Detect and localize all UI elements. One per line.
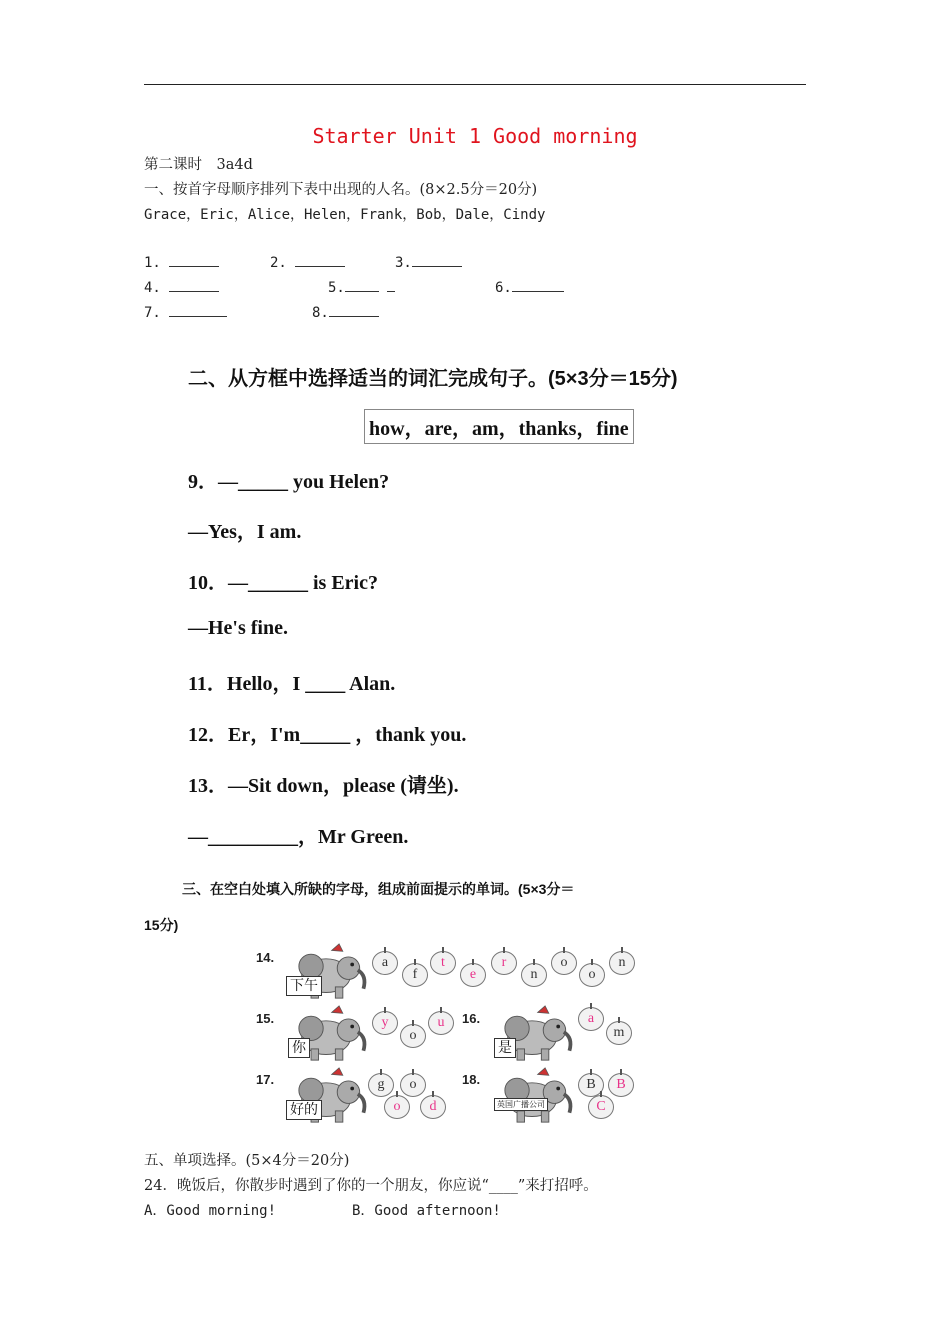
puzzle-14-hint: 下午 bbox=[286, 976, 322, 996]
word-box: how，are，am，thanks，fine bbox=[364, 409, 634, 444]
puzzle-18-letter: B bbox=[578, 1073, 604, 1097]
question-9: 9．—_____ you Helen? bbox=[188, 471, 390, 493]
puzzle-16-number: 16. bbox=[462, 1011, 481, 1026]
puzzle-18-number: 18. bbox=[462, 1072, 481, 1087]
puzzle-16-hint: 是 bbox=[494, 1038, 516, 1058]
elephant-icon bbox=[488, 1066, 576, 1124]
puzzle-17-number: 17. bbox=[256, 1072, 275, 1087]
question-12: 12．Er，I'm_____ ，thank you. bbox=[188, 724, 467, 746]
puzzle-18-letter: C bbox=[588, 1095, 614, 1119]
puzzle-14-letter: o bbox=[579, 963, 605, 987]
part3-heading: 三、在空白处填入所缺的字母，组成前面提示的单词。(5×3分＝ bbox=[182, 881, 575, 897]
answer-5: 5. bbox=[328, 279, 395, 296]
answer-6: 6. bbox=[495, 279, 564, 296]
question-11: 11．Hello，I ____ Alan. bbox=[188, 673, 396, 695]
question-13: 13．—Sit down，please (请坐). bbox=[188, 775, 459, 797]
puzzle-17-letter: g bbox=[368, 1073, 394, 1097]
part5-heading: 五、单项选择。(5×4分＝20分) bbox=[144, 1153, 350, 1169]
answer-4: 4. bbox=[144, 279, 219, 296]
puzzle-16-letter: a bbox=[578, 1007, 604, 1031]
question-9-reply: —Yes，I am. bbox=[188, 521, 302, 543]
puzzle-17-letter: o bbox=[384, 1095, 410, 1119]
letter-puzzle-figure bbox=[248, 940, 648, 1128]
puzzle-17-letter: o bbox=[400, 1073, 426, 1097]
puzzle-14-letter: n bbox=[609, 951, 635, 975]
puzzle-14-letter: t bbox=[430, 951, 456, 975]
header-rule bbox=[144, 84, 806, 85]
option-a: A．Good morning! bbox=[144, 1203, 277, 1219]
puzzle-15-letter: u bbox=[428, 1011, 454, 1035]
question-13-reply: —_________，Mr Green. bbox=[188, 826, 409, 848]
puzzle-14-letter: r bbox=[491, 951, 517, 975]
puzzle-15-number: 15. bbox=[256, 1011, 275, 1026]
answer-1: 1. bbox=[144, 254, 219, 271]
puzzle-14-letter: o bbox=[551, 951, 577, 975]
answer-2: 2. bbox=[270, 254, 345, 271]
part2-heading: 二、从方框中选择适当的词汇完成句子。(5×3分＝15分) bbox=[188, 368, 678, 390]
puzzle-16-letter: m bbox=[606, 1021, 632, 1045]
puzzle-18-hint: 英国广播公司 bbox=[494, 1098, 548, 1111]
part1-heading: 一、按首字母顺序排列下表中出现的人名。(8×2.5分＝20分) bbox=[144, 182, 538, 198]
puzzle-17-hint: 好的 bbox=[286, 1100, 322, 1120]
names-list: Grace，Eric，Alice，Helen，Frank，Bob，Dale，Cindy bbox=[144, 207, 546, 223]
question-10: 10．—______ is Eric? bbox=[188, 572, 378, 594]
puzzle-14-number: 14. bbox=[256, 950, 275, 965]
question-10-reply: —He's fine. bbox=[188, 617, 288, 639]
answer-7: 7. bbox=[144, 304, 227, 321]
page-title: Starter Unit 1 Good morning bbox=[312, 124, 638, 148]
puzzle-15-letter: o bbox=[400, 1024, 426, 1048]
puzzle-18-letter: B bbox=[608, 1073, 634, 1097]
option-b: B．Good afternoon! bbox=[352, 1203, 501, 1219]
question-24: 24．晚饭后，你散步时遇到了你的一个朋友，你应说“____”来打招呼。 bbox=[144, 1178, 598, 1194]
puzzle-14-letter: f bbox=[402, 963, 428, 987]
answer-3: 3. bbox=[395, 254, 462, 271]
part3-heading-cont: 15分) bbox=[144, 917, 179, 933]
puzzle-15-hint: 你 bbox=[288, 1038, 310, 1058]
lesson-label: 第二课时 3a4d bbox=[144, 157, 253, 173]
puzzle-14-letter: a bbox=[372, 951, 398, 975]
puzzle-17-letter: d bbox=[420, 1095, 446, 1119]
puzzle-14-letter: e bbox=[460, 963, 486, 987]
answer-8: 8. bbox=[312, 304, 379, 321]
puzzle-15-letter: y bbox=[372, 1011, 398, 1035]
puzzle-14-letter: n bbox=[521, 963, 547, 987]
